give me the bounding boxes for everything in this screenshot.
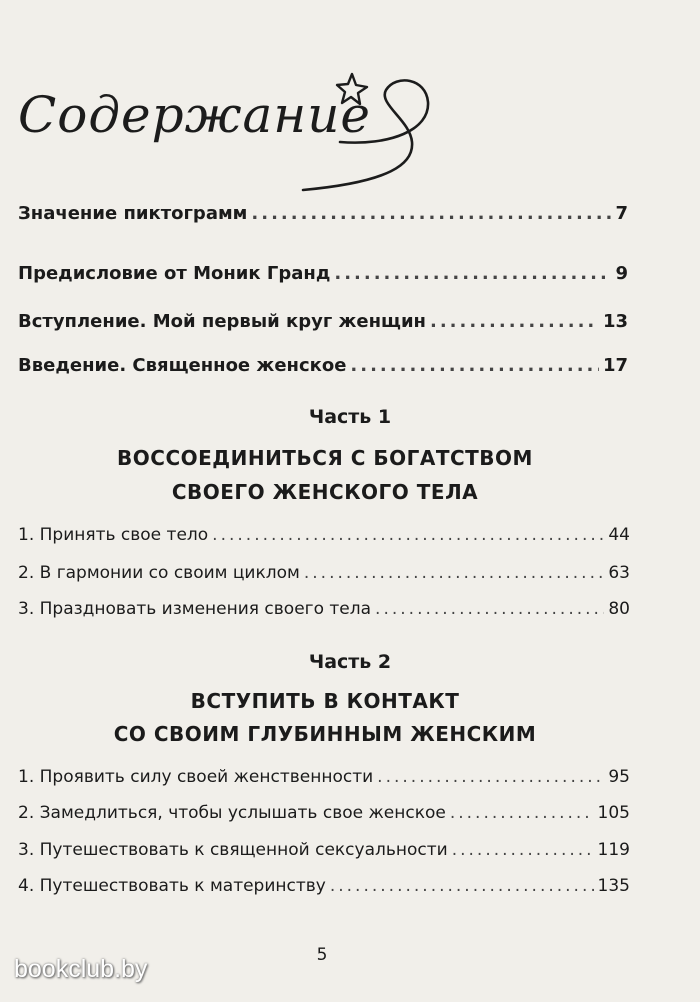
toc-entry-title: 4. Путешествовать к материнству [18, 876, 326, 896]
toc-leader-dots [330, 876, 594, 896]
toc-entry[interactable] [18, 203, 628, 224]
toc-entry-page: 95 [608, 767, 630, 787]
part-title-line: СВОЕГО ЖЕНСКОГО ТЕЛА [171, 480, 479, 504]
toc-entry-title: Предисловие от Моник Гранд [18, 263, 331, 284]
toc-leader-dots [430, 311, 599, 332]
toc-leader-dots [334, 263, 611, 284]
toc-entry-page: 119 [597, 840, 630, 860]
toc-entry-title: Введение. Священное женское [18, 355, 347, 376]
toc-entry-page: 9 [615, 263, 628, 284]
toc-entry[interactable] [18, 311, 628, 332]
toc-entry-title: Значение пиктограмм [18, 203, 248, 224]
toc-entry[interactable] [18, 355, 628, 376]
toc-entry-page: 13 [602, 311, 628, 332]
part-title-line: ВСТУПИТЬ В КОНТАКТ [190, 689, 460, 713]
toc-entry-page: 7 [615, 203, 628, 224]
toc-leader-dots [377, 767, 604, 787]
toc-leader-dots [251, 203, 611, 224]
toc-entry-page: 105 [597, 803, 630, 823]
star-swirl-icon [300, 60, 440, 200]
toc-entry-page: 63 [608, 563, 630, 583]
toc-leader-dots [452, 840, 594, 860]
toc-entry-title: 3. Путешествовать к священной сексуальности [18, 840, 448, 860]
toc-entry-title: 2. В гармонии со своим циклом [18, 563, 300, 583]
part-title-line: СО СВОИМ ГЛУБИННЫМ ЖЕНСКИМ [113, 722, 537, 746]
page-number: 5 [316, 945, 328, 965]
toc-entry[interactable] [18, 767, 630, 787]
toc-entry-page: 135 [597, 876, 630, 896]
toc-entry-title: 1. Проявить силу своей женственности [18, 767, 374, 787]
part-label: Часть 1 [308, 406, 392, 428]
toc-entry[interactable] [18, 563, 630, 583]
toc-entry[interactable] [18, 599, 630, 619]
toc-entry[interactable] [18, 525, 630, 545]
toc-entry-page: 80 [608, 599, 630, 619]
toc-entry-title: 3. Праздновать изменения своего тела [18, 599, 372, 619]
toc-entry-title: 1. Принять свое тело [18, 525, 209, 545]
toc-leader-dots [450, 803, 594, 823]
part-label: Часть 2 [308, 651, 392, 673]
toc-entry[interactable] [18, 840, 630, 860]
toc-entry-title: Вступление. Мой первый круг женщин [18, 311, 426, 332]
toc-entry[interactable] [18, 803, 630, 823]
toc-entry[interactable] [18, 876, 630, 896]
toc-leader-dots [304, 563, 605, 583]
part-title-line: ВОССОЕДИНИТЬСЯ С БОГАТСТВОМ [117, 446, 533, 470]
contents-heading: Содержание [18, 86, 372, 144]
toc-entry-title: 2. Замедлиться, чтобы услышать свое женское [18, 803, 446, 823]
toc-entry-page: 44 [608, 525, 630, 545]
toc-entry-page: 17 [602, 355, 628, 376]
toc-leader-dots [212, 525, 604, 545]
watermark: bookclub.by [14, 955, 148, 983]
toc-leader-dots [350, 355, 599, 376]
toc-entry[interactable] [18, 263, 628, 284]
toc-leader-dots [375, 599, 604, 619]
